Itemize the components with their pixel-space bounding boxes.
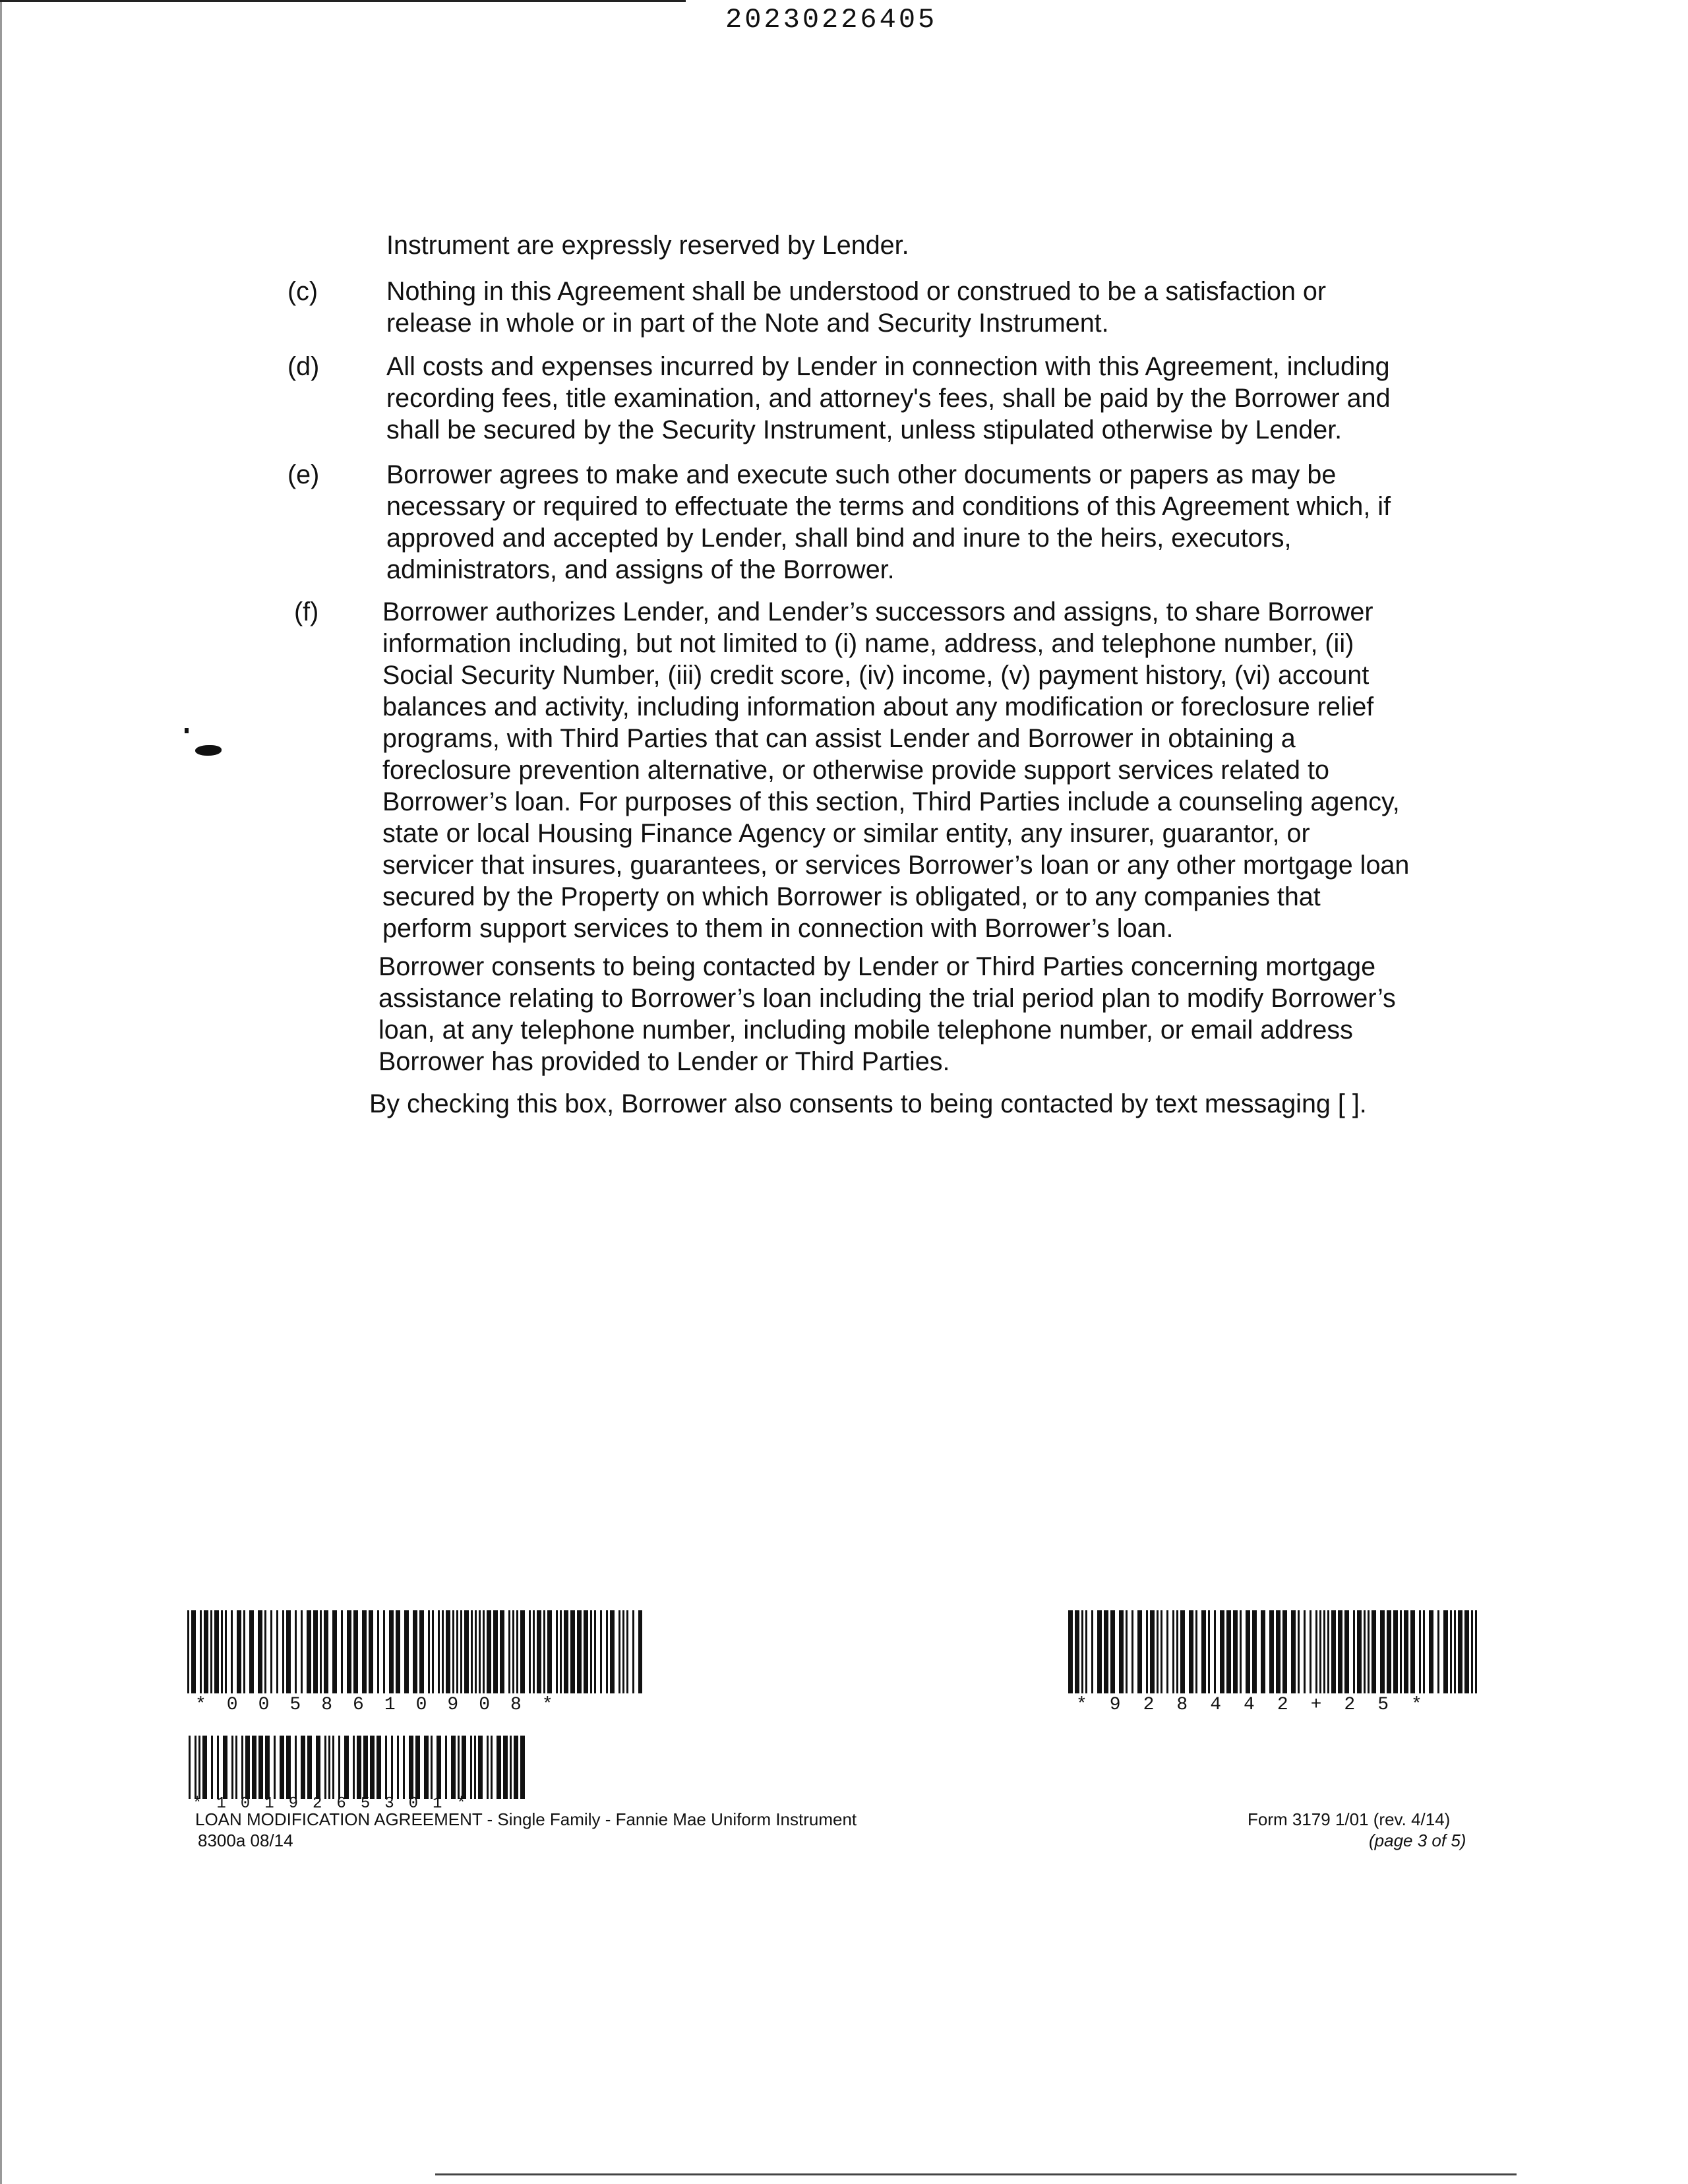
barcode-bar — [600, 1610, 602, 1693]
barcode-bar — [265, 1736, 270, 1799]
barcode-bar — [1208, 1610, 1210, 1693]
barcode-bar — [377, 1610, 379, 1693]
barcode-bar — [1443, 1610, 1448, 1693]
barcode-bar — [237, 1610, 241, 1693]
barcode-bar — [353, 1610, 358, 1693]
barcode-bar — [460, 1610, 462, 1693]
barcode-bar — [1176, 1610, 1178, 1693]
barcode-bar — [1368, 1610, 1370, 1693]
document-number: 20230226405 — [725, 4, 938, 36]
checkbox-line: By checking this box, Borrower also consents to being contacted by text messaging [ ]. — [369, 1089, 1367, 1118]
barcode-bar — [1410, 1610, 1415, 1693]
barcode-bar — [638, 1610, 642, 1693]
barcode-bar — [409, 1736, 413, 1799]
barcode-bar — [493, 1610, 498, 1693]
barcode-bar — [500, 1610, 504, 1693]
barcode-bar — [1261, 1610, 1265, 1693]
barcode-bar — [357, 1736, 361, 1799]
barcode-bar — [1400, 1610, 1402, 1693]
barcode-bar — [1327, 1610, 1329, 1693]
scan-mark-blot — [195, 745, 222, 756]
barcode-bar — [543, 1610, 545, 1693]
text-line: shall be secured by the Security Instrument, unless stipulated otherwise by Lender. — [386, 415, 1342, 444]
barcode-bar — [341, 1610, 343, 1693]
barcode-left-top-text: *0058610908* — [195, 1695, 574, 1715]
barcode-bar — [191, 1610, 196, 1693]
barcode-bar — [1201, 1610, 1206, 1693]
form-code: 8300a 08/14 — [198, 1831, 293, 1850]
form-number: Form 3179 1/01 (rev. 4/14) — [1248, 1809, 1451, 1829]
barcode-bar — [560, 1610, 562, 1693]
section-label-d: (d) — [287, 352, 320, 381]
barcode-bar — [1353, 1610, 1355, 1693]
barcode-bar — [622, 1610, 624, 1693]
barcode-bar — [1131, 1610, 1133, 1693]
barcode-bar — [362, 1610, 367, 1693]
barcode-bar — [1097, 1610, 1102, 1693]
barcode-bar — [1380, 1610, 1385, 1693]
barcode-bar — [307, 1610, 311, 1693]
barcode-bar — [1450, 1610, 1452, 1693]
text-line: necessary or required to effectuate the terms and conditions of this Agreement which, if — [386, 492, 1391, 521]
barcode-bar — [537, 1610, 541, 1693]
barcode-bar — [1137, 1610, 1142, 1693]
text-line: administrators, and assigns of the Borrower. — [386, 555, 895, 584]
barcode-bar — [231, 1610, 233, 1693]
barcode-bar — [462, 1736, 466, 1799]
text-line: Borrower agrees to make and execute such other documents or papers as may be — [386, 460, 1337, 489]
barcode-bar — [520, 1736, 525, 1799]
text-messaging-consent — [369, 1088, 1490, 1120]
barcode-bar — [1323, 1610, 1325, 1693]
barcode-bar — [270, 1610, 272, 1693]
barcode-bar — [1338, 1610, 1342, 1693]
barcode-bar — [332, 1736, 334, 1799]
barcode-bar — [225, 1610, 227, 1693]
barcode-bar — [428, 1610, 430, 1693]
barcode-bar — [1068, 1610, 1073, 1693]
barcode-bar — [626, 1610, 628, 1693]
section-label-f: (f) — [294, 597, 319, 626]
barcode-left-bottom-text: *1019265301* — [193, 1795, 481, 1813]
barcode-bar — [1189, 1610, 1193, 1693]
barcode-bar — [1269, 1610, 1274, 1693]
barcode-bar — [1276, 1610, 1281, 1693]
text-line: programs, with Third Parties that can assist Lender and Borrower in obtaining a — [382, 724, 1296, 753]
barcode-bar — [1166, 1610, 1168, 1693]
barcode-bar — [483, 1610, 485, 1693]
text-line: assistance relating to Borrower’s loan including the trial period plan to modify Borrower’s — [378, 984, 1396, 1013]
barcode-bar — [442, 1610, 444, 1693]
section-label-e: (e) — [287, 460, 320, 489]
barcode-bar — [451, 1736, 456, 1799]
barcode-bar — [1298, 1610, 1300, 1693]
barcode-bar — [231, 1736, 233, 1799]
barcode-bar — [590, 1610, 592, 1693]
barcode-bar — [510, 1736, 512, 1799]
barcode-bar — [328, 1736, 330, 1799]
barcode-bar — [514, 1736, 518, 1799]
barcode-bar — [529, 1610, 531, 1693]
barcode-left-bottom — [189, 1736, 529, 1799]
barcode-bar — [1304, 1610, 1306, 1693]
barcode-bar — [1085, 1610, 1087, 1693]
barcode-bar — [1091, 1610, 1093, 1693]
barcode-bar — [1246, 1610, 1250, 1693]
section-f-text — [382, 596, 1484, 944]
barcode-bar — [464, 1610, 469, 1693]
text-line: Instrument are expressly reserved by Lender. — [386, 231, 909, 260]
barcode-bar — [245, 1736, 250, 1799]
barcode-bar — [301, 1736, 305, 1799]
barcode-bar — [221, 1610, 223, 1693]
barcode-bar — [497, 1736, 501, 1799]
barcode-bar — [370, 1736, 375, 1799]
barcode-bar — [1471, 1610, 1473, 1693]
barcode-bar — [1429, 1610, 1433, 1693]
page-left-edge — [0, 0, 2, 2184]
barcode-bar — [187, 1610, 189, 1693]
text-line: approved and accepted by Lender, shall bind and inure to the heirs, executors, — [386, 524, 1292, 553]
text-line: foreclosure prevention alternative, or otherwise provide support services related to — [382, 756, 1329, 785]
section-c-text — [386, 276, 1484, 339]
barcode-bar — [276, 1610, 278, 1693]
barcode-bar — [512, 1610, 514, 1693]
barcode-bar — [618, 1610, 620, 1693]
barcode-bar — [324, 1610, 328, 1693]
barcode-bar — [389, 1610, 394, 1693]
barcode-bar — [258, 1610, 262, 1693]
barcode-bar — [264, 1610, 266, 1693]
text-line: Borrower’s loan. For purposes of this section, Third Parties include a counseling agency, — [382, 787, 1400, 816]
barcode-bar — [431, 1736, 433, 1799]
barcode-bar — [1252, 1610, 1257, 1693]
consent-paragraph — [378, 951, 1481, 1077]
bottom-rule — [435, 2173, 1517, 2175]
barcode-bar — [1104, 1610, 1108, 1693]
barcode-bar — [610, 1610, 615, 1693]
barcode-bar — [280, 1736, 284, 1799]
text-line: Borrower authorizes Lender, and Lender’s successors and assigns, to share Borrower — [382, 597, 1373, 626]
barcode-bar — [198, 1736, 200, 1799]
section-d-text — [386, 351, 1484, 446]
text-line: secured by the Property on which Borrower is obligated, or to any companies that — [382, 882, 1321, 911]
barcode-bar — [1331, 1610, 1336, 1693]
barcode-bar — [295, 1610, 297, 1693]
barcode-bar — [424, 1736, 429, 1799]
barcode-bar — [445, 1736, 447, 1799]
barcode-bar — [570, 1610, 575, 1693]
barcode-bar — [397, 1736, 399, 1799]
barcode-bar — [243, 1610, 245, 1693]
form-title: LOAN MODIFICATION AGREEMENT - Single Family - Fannie Mae Uniform Instrument — [195, 1809, 857, 1829]
barcode-bar — [446, 1610, 450, 1693]
barcode-bar — [470, 1736, 472, 1799]
barcode-bar — [1319, 1610, 1321, 1693]
barcode-bar — [396, 1610, 400, 1693]
barcode-bar — [516, 1610, 518, 1693]
barcode-bar — [437, 1736, 441, 1799]
barcode-bar — [316, 1736, 320, 1799]
barcode-bar — [606, 1610, 608, 1693]
barcode-bar — [301, 1610, 303, 1693]
barcode-bar — [1364, 1610, 1366, 1693]
text-line: Nothing in this Agreement shall be understood or construed to be a satisfaction or — [386, 277, 1327, 306]
barcode-bar — [419, 1610, 424, 1693]
barcode-bar — [520, 1610, 525, 1693]
page-info: (page 3 of 5) — [1369, 1831, 1466, 1850]
barcode-bar — [217, 1736, 219, 1799]
barcode-bar — [274, 1736, 276, 1799]
barcode-bar — [491, 1736, 493, 1799]
barcode-bar — [1233, 1610, 1238, 1693]
barcode-bar — [1404, 1610, 1408, 1693]
barcode-bar — [377, 1736, 381, 1799]
barcode-bar — [1172, 1610, 1174, 1693]
barcode-right-top-text: *928442+25* — [1076, 1695, 1445, 1715]
section-e-text — [386, 459, 1484, 586]
barcode-bar — [413, 1610, 417, 1693]
barcode-bar — [1180, 1610, 1185, 1693]
barcode-bar — [214, 1610, 219, 1693]
barcode-bar — [594, 1610, 596, 1693]
barcode-right-top — [1068, 1610, 1481, 1693]
text-line: recording fees, title examination, and attorney's fees, shall be paid by the Borrower and — [386, 384, 1391, 413]
barcode-bar — [564, 1610, 568, 1693]
barcode-bar — [1437, 1610, 1439, 1693]
text-line: loan, at any telephone number, including mobile telephone number, or email address — [378, 1016, 1353, 1045]
barcode-bar — [286, 1610, 291, 1693]
barcode-bar — [1282, 1610, 1287, 1693]
barcode-bar — [479, 1610, 481, 1693]
text-line: information including, but not limited to (i) name, address, and telephone number, (ii) — [382, 629, 1354, 658]
barcode-bar — [307, 1736, 312, 1799]
barcode-bar — [324, 1736, 326, 1799]
text-line: release in whole or in part of the Note and Security Instrument. — [386, 309, 1109, 338]
barcode-bar — [1387, 1610, 1391, 1693]
barcode-bar — [189, 1736, 191, 1799]
barcode-bar — [1150, 1610, 1155, 1693]
barcode-bar — [211, 1736, 213, 1799]
barcode-bar — [577, 1610, 582, 1693]
barcode-bar — [1220, 1610, 1224, 1693]
barcode-bar — [1475, 1610, 1477, 1693]
barcode-bar — [200, 1610, 202, 1693]
barcode-bar — [584, 1610, 588, 1693]
barcode-bar — [391, 1736, 393, 1799]
section-label-c: (c) — [287, 277, 318, 306]
barcode-bar — [369, 1610, 373, 1693]
barcode-bar — [471, 1610, 473, 1693]
barcode-bar — [1458, 1610, 1462, 1693]
continued-text — [386, 229, 1481, 261]
top-rule — [0, 0, 686, 2]
barcode-bar — [1291, 1610, 1296, 1693]
barcode-bar — [1454, 1610, 1456, 1693]
barcode-bar — [456, 1610, 458, 1693]
barcode-bar — [1160, 1610, 1162, 1693]
barcode-bar — [1126, 1610, 1128, 1693]
text-line: state or local Housing Finance Agency or similar entity, any insurer, guarantor, or — [382, 819, 1310, 848]
barcode-bar — [533, 1610, 535, 1693]
barcode-bar — [1393, 1610, 1398, 1693]
barcode-bar — [195, 1736, 196, 1799]
barcode-bar — [313, 1610, 318, 1693]
barcode-left-top — [187, 1610, 642, 1693]
barcode-bar — [1110, 1610, 1115, 1693]
barcode-bar — [1464, 1610, 1469, 1693]
barcode-bar — [403, 1736, 405, 1799]
barcode-bar — [438, 1610, 440, 1693]
barcode-bar — [204, 1610, 208, 1693]
barcode-bar — [1081, 1610, 1083, 1693]
barcode-bar — [415, 1736, 420, 1799]
barcode-bar — [332, 1610, 337, 1693]
barcode-bar — [1315, 1610, 1317, 1693]
barcode-bar — [1226, 1610, 1231, 1693]
barcode-bar — [383, 1610, 385, 1693]
text-line: Social Security Number, (iii) credit score, (iv) income, (v) payment history, (vi) account — [382, 661, 1370, 690]
barcode-bar — [1310, 1610, 1311, 1693]
barcode-bar — [503, 1736, 508, 1799]
barcode-bar — [223, 1736, 227, 1799]
barcode-bar — [475, 1610, 477, 1693]
barcode-bar — [1423, 1610, 1425, 1693]
barcode-bar — [508, 1610, 510, 1693]
barcode-bar — [320, 1610, 322, 1693]
barcode-bar — [1214, 1610, 1216, 1693]
barcode-bar — [235, 1736, 237, 1799]
text-line: perform support services to them in connection with Borrower’s loan. — [382, 914, 1174, 943]
barcode-bar — [478, 1736, 483, 1799]
barcode-bar — [1195, 1610, 1197, 1693]
barcode-bar — [487, 1610, 491, 1693]
barcode-bar — [258, 1736, 263, 1799]
barcode-bar — [241, 1736, 243, 1799]
barcode-bar — [344, 1736, 349, 1799]
barcode-bar — [338, 1736, 340, 1799]
barcode-bar — [547, 1610, 552, 1693]
barcode-bar — [252, 1736, 256, 1799]
barcode-bar — [1146, 1610, 1148, 1693]
barcode-bar — [458, 1736, 460, 1799]
barcode-bar — [432, 1610, 434, 1693]
barcode-bar — [1357, 1610, 1362, 1693]
barcode-bar — [286, 1736, 291, 1799]
barcode-bar — [363, 1736, 368, 1799]
text-line: balances and activity, including information about any modification or foreclosure relief — [382, 692, 1374, 721]
barcode-bar — [632, 1610, 634, 1693]
scan-mark-dot — [185, 728, 189, 733]
barcode-bar — [385, 1736, 387, 1799]
barcode-bar — [1419, 1610, 1421, 1693]
barcode-bar — [1344, 1610, 1349, 1693]
barcode-bar — [404, 1610, 409, 1693]
barcode-bar — [282, 1610, 284, 1693]
barcode-bar — [1372, 1610, 1376, 1693]
barcode-bar — [474, 1736, 476, 1799]
barcode-bar — [556, 1610, 558, 1693]
barcode-bar — [1075, 1610, 1079, 1693]
barcode-bar — [249, 1610, 254, 1693]
text-line: Borrower has provided to Lender or Third Parties. — [378, 1047, 950, 1076]
barcode-bar — [210, 1610, 212, 1693]
barcode-bar — [1240, 1610, 1242, 1693]
barcode-bar — [353, 1736, 355, 1799]
barcode-bar — [487, 1736, 489, 1799]
barcode-bar — [295, 1736, 297, 1799]
barcode-bar — [202, 1736, 207, 1799]
text-line: All costs and expenses incurred by Lender in connection with this Agreement, including — [386, 352, 1390, 381]
barcode-bar — [347, 1610, 351, 1693]
barcode-bar — [1119, 1610, 1124, 1693]
text-line: Borrower consents to being contacted by Lender or Third Parties concerning mortgage — [378, 952, 1376, 981]
barcode-bar — [452, 1610, 454, 1693]
barcode-bar — [1157, 1610, 1159, 1693]
text-line: servicer that insures, guarantees, or services Borrower’s loan or any other mortgage loan — [382, 851, 1410, 880]
